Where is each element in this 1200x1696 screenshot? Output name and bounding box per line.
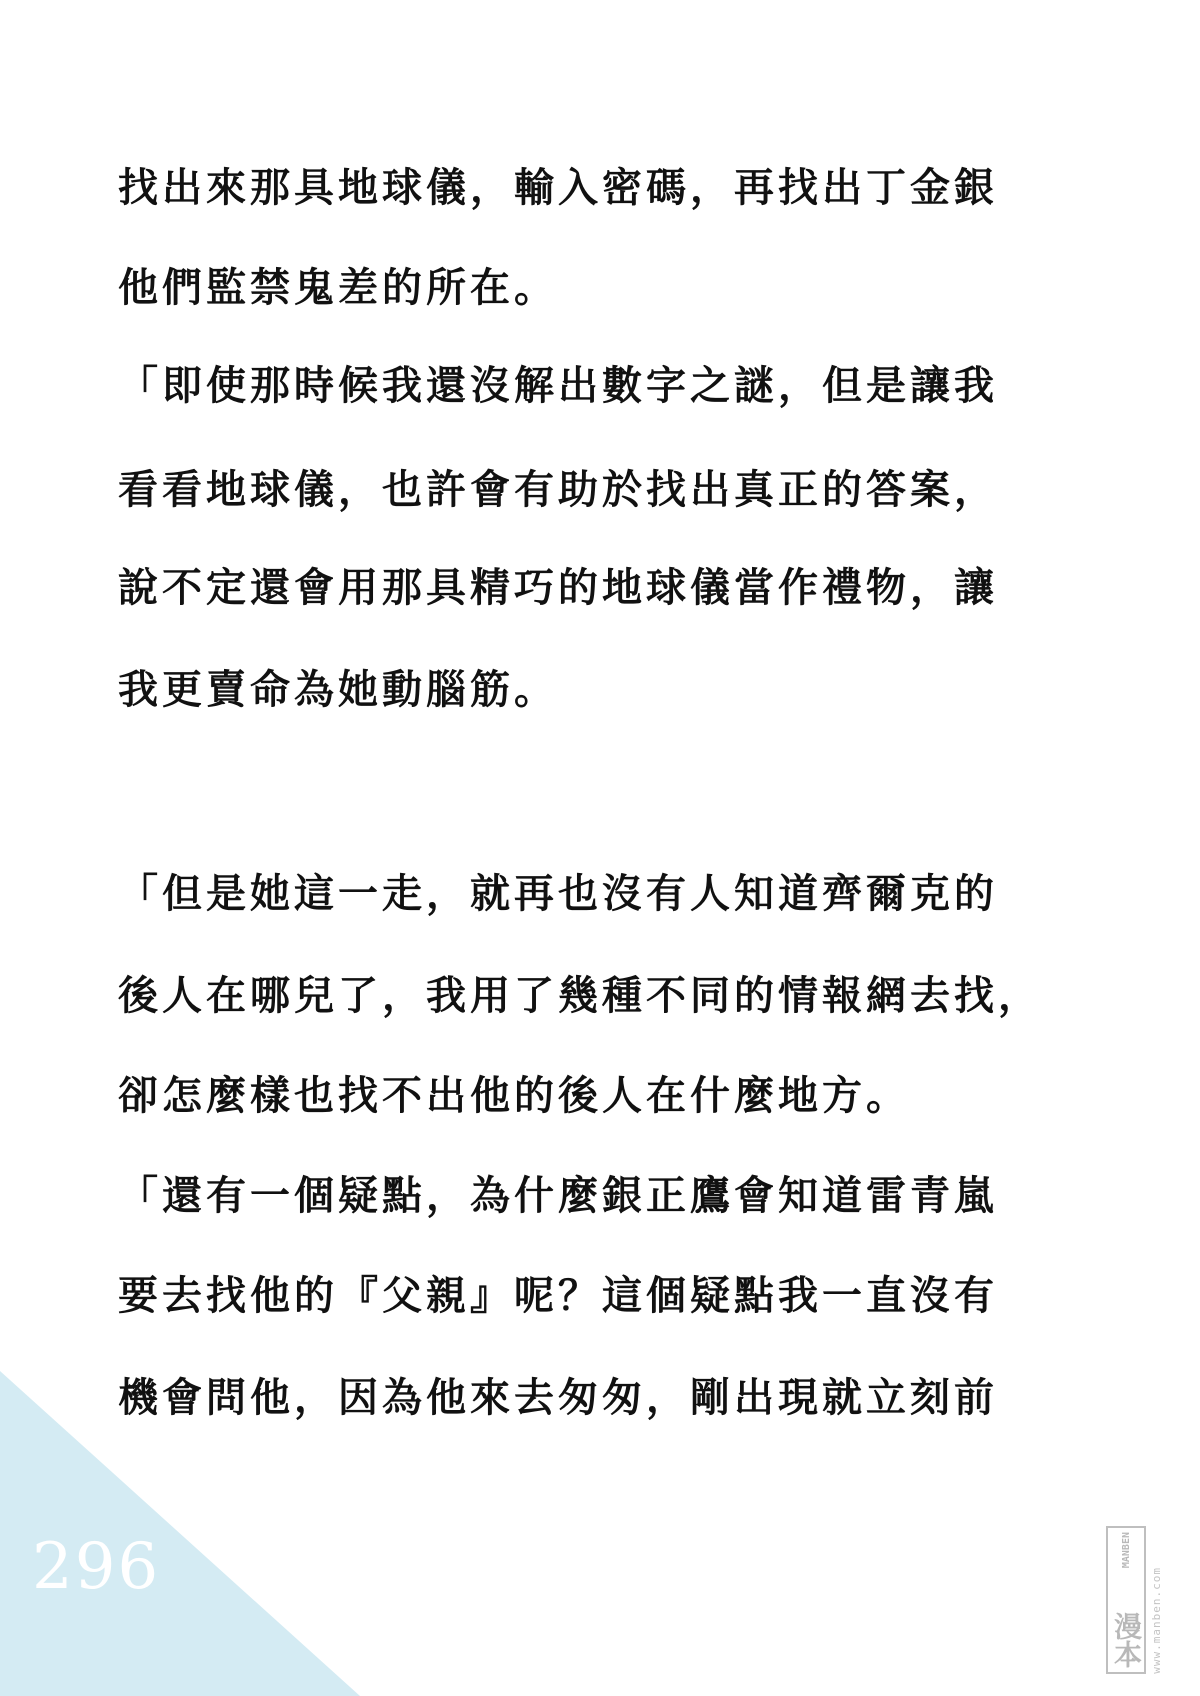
watermark-url: www.manben.com xyxy=(1150,1567,1163,1674)
text-line: 說不定還會用那具精巧的地球儀當作禮物，讓 xyxy=(118,565,998,611)
watermark-logo-char: 漫本 xyxy=(1110,1612,1143,1668)
text-line: 「但是她這一走，就再也沒有人知道齊爾克的 xyxy=(118,871,998,917)
text-line: 「還有一個疑點，為什麼銀正鷹會知道雷青嵐 xyxy=(118,1173,998,1219)
watermark-logo-text: MANBEN xyxy=(1120,1532,1132,1569)
watermark xyxy=(1106,1526,1172,1674)
text-line: 卻怎麼樣也找不出他的後人在什麼地方。 xyxy=(118,1073,910,1119)
text-line: 要去找他的『父親』呢？這個疑點我一直沒有 xyxy=(118,1273,998,1319)
text-line: 後人在哪兒了，我用了幾種不同的情報網去找， xyxy=(118,973,1042,1019)
text-line: 找出來那具地球儀，輸入密碼，再找出丁金銀 xyxy=(118,165,998,211)
text-line: 機會問他，因為他來去匆匆，剛出現就立刻前 xyxy=(118,1375,998,1421)
page-number: 296 xyxy=(32,1530,161,1604)
text-line: 他們監禁鬼差的所在。 xyxy=(118,265,558,311)
text-line: 「即使那時候我還沒解出數字之謎，但是讓我 xyxy=(118,363,998,409)
text-line: 我更賣命為她動腦筋。 xyxy=(118,667,558,713)
text-line: 看看地球儀，也許會有助於找出真正的答案， xyxy=(118,467,998,513)
watermark-logo xyxy=(1106,1526,1146,1674)
